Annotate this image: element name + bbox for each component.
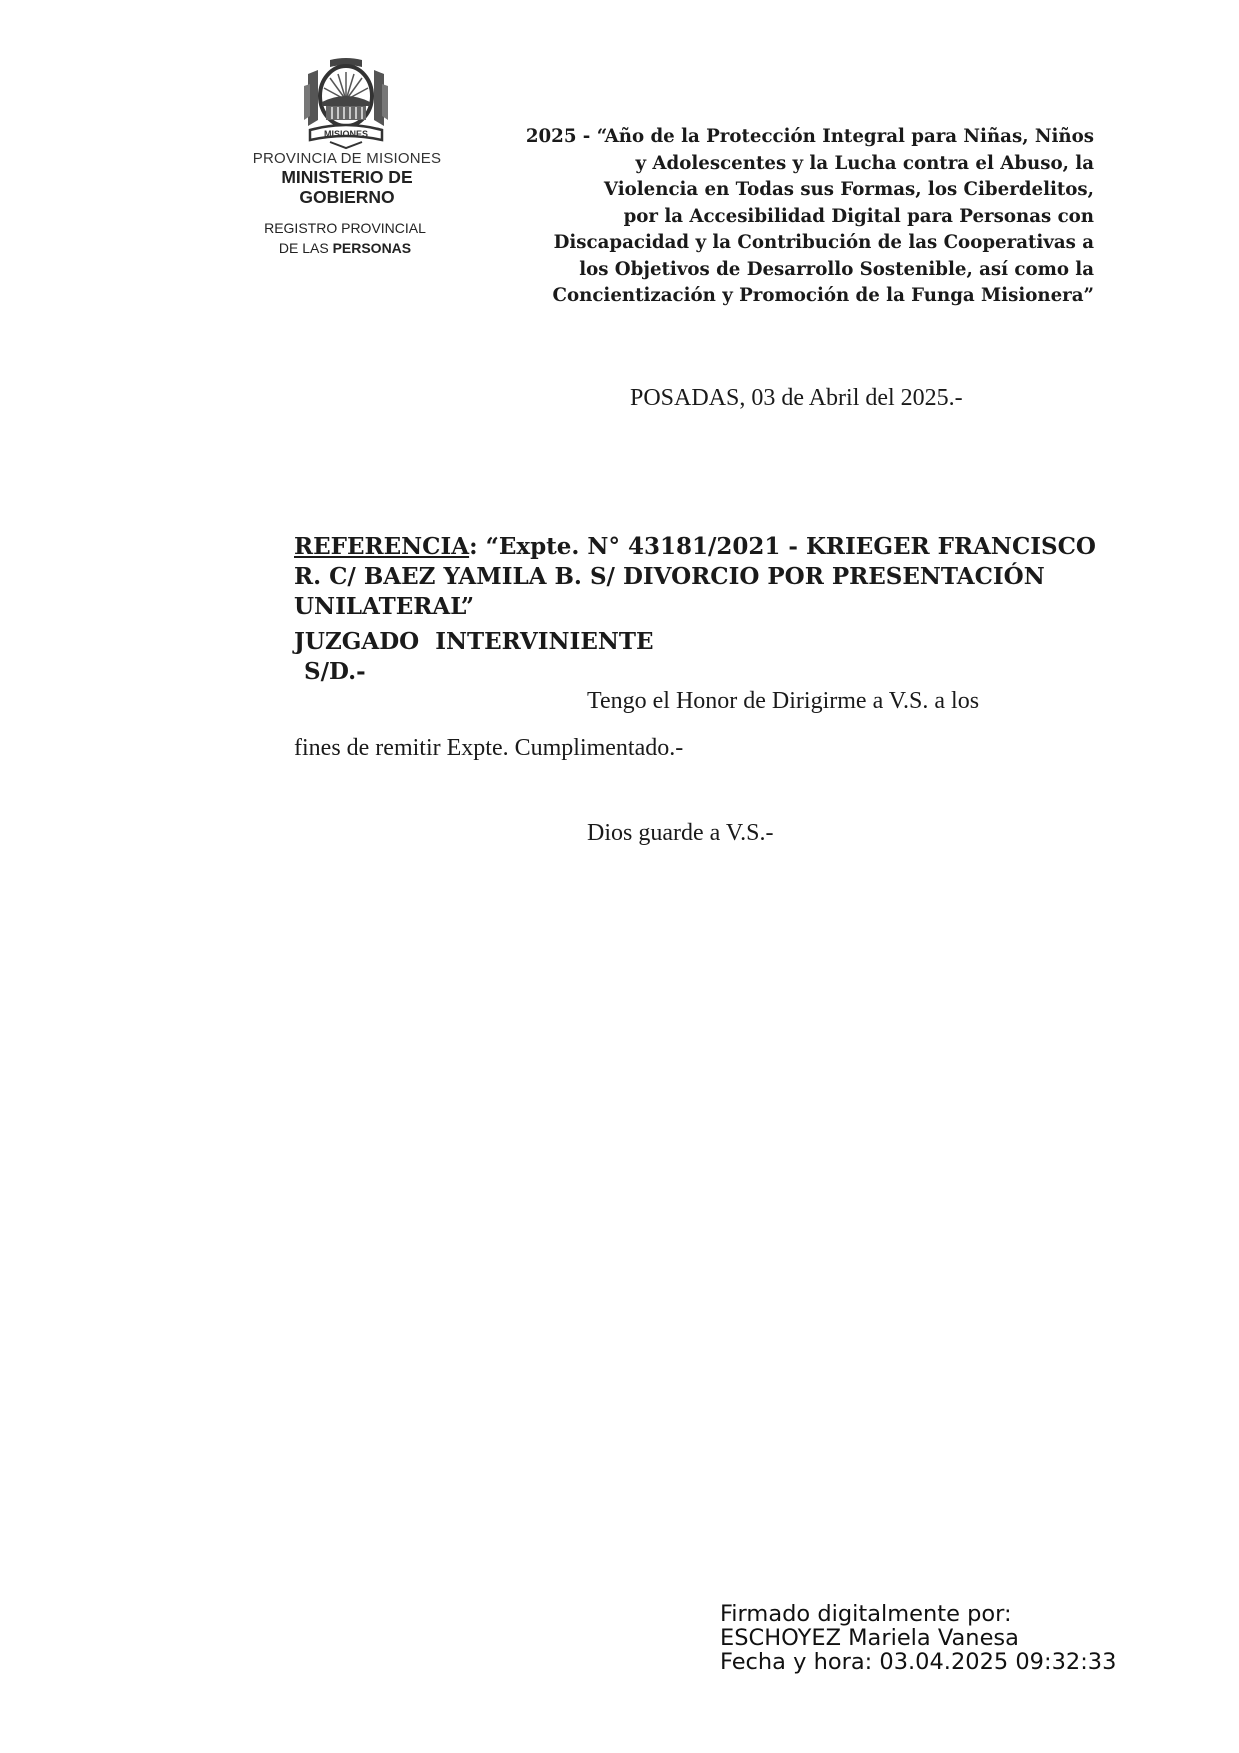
ministry-block (232, 150, 462, 207)
motto-line: 2025 - “Año de la Protección Integral para Niñas, Niños (525, 126, 1094, 147)
crest-scroll-text: MISIONES (323, 129, 369, 139)
reference-line2: R. C/ BAEZ YAMILA B. S/ DIVORCIO POR PRESENTACIÓN (294, 563, 1045, 590)
motto-line: y Adolescentes y la Lucha contra el Abuso, la (635, 152, 1094, 174)
reference-line1 (294, 532, 1134, 562)
motto-line: por la Accesibilidad Digital para Personas con (623, 205, 1094, 227)
signature-line1: Firmado digitalmente por: (720, 1601, 1012, 1627)
office-line2 (250, 238, 440, 258)
recipient-line2: S/D.- (304, 658, 366, 685)
body-line2: fines de remitir Expte. Cumplimentado.- (294, 735, 684, 761)
reference-label: REFERENCIA (294, 533, 470, 560)
body-line1: Tengo el Honor de Dirigirme a V.S. a los (587, 688, 980, 714)
closing-line: Dios guarde a V.S.- (587, 820, 774, 846)
motto-line: Discapacidad y la Contribución de las Cooperativas a (553, 232, 1094, 253)
office-line2-bold: PERSONAS (332, 240, 412, 256)
reference-line1-rest: : “Expte. N° 43181/2021 - KRIEGER FRANCISCO (469, 533, 1096, 560)
signature-line2: ESCHOYEZ Mariela Vanesa (720, 1625, 1019, 1651)
recipient-block (294, 627, 654, 687)
date-line: POSADAS, 03 de Abril del 2025.- (630, 385, 963, 411)
provincial-crest-logo (300, 56, 392, 150)
signature-line3: Fecha y hora: 03.04.2025 09:32:33 (720, 1649, 1117, 1675)
ministry-name: MINISTERIO DE GOBIERNO (281, 167, 413, 207)
motto-line: Concientización y Promoción de la Funga Misionera” (552, 285, 1094, 306)
digital-signature-stamp (720, 1602, 1116, 1674)
motto-line: los Objetivos de Desarrollo Sostenible, así como la (579, 258, 1094, 280)
office-block (250, 218, 440, 258)
province-name: PROVINCIA DE MISIONES (252, 150, 442, 167)
reference-block (294, 532, 1134, 622)
reference-line3: UNILATERAL” (294, 593, 475, 620)
office-line2-prefix: DE LAS (278, 240, 329, 256)
motto-line: Violencia en Todas sus Formas, los Ciberdelitos, (603, 179, 1094, 200)
office-line1: REGISTRO PROVINCIAL (264, 220, 426, 236)
year-motto (470, 124, 1094, 310)
recipient-line1: JUZGADO INTERVINIENTE (294, 628, 654, 655)
